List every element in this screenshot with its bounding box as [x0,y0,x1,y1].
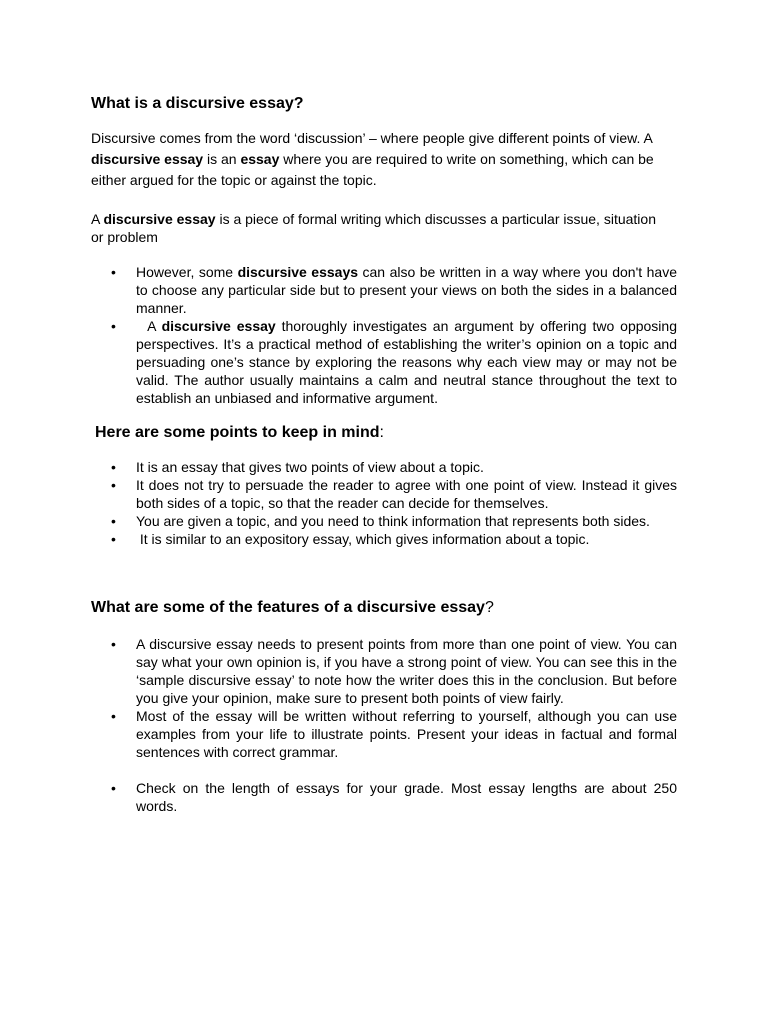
definition-paragraph [91,210,661,246]
list-item [111,458,677,476]
list-item [111,317,677,407]
bullet2-bold: discursive essay [161,318,276,334]
list-item [111,530,677,548]
list-item [111,476,677,512]
definition-bold-discursive-essay: discursive essay [103,211,216,227]
intro-paragraph [91,128,666,191]
bullet-icon: • [111,708,116,724]
feature-text: A discursive essay needs to present points from more than one point of view. You can say what your own opinion is, if you have a strong point of view. You can see this in the ‘sample discursive essay’ to note how the writer does this in the conclusion. But before you give your opinion, make sure to present both points of view fairly. [136,636,677,706]
bullet1-bold: discursive essays [237,264,359,280]
section2-bullet-list [111,458,677,548]
point-text: It is an essay that gives two points of view about a topic. [136,459,484,475]
list-item [111,263,677,317]
list-spacer [111,761,677,779]
list-item [111,512,677,530]
list-item [111,707,677,761]
section3-bullet-list [111,635,677,815]
heading-features-text: What are some of the features of a discursive essay [91,599,485,616]
heading-features-question-mark: ? [484,599,494,616]
bullet-icon: • [111,477,116,493]
bullet-icon: • [111,636,116,652]
bullet-icon: • [111,531,116,547]
intro-bold-discursive-essay: discursive essay [91,151,204,167]
bullet2-text-c: thoroughly investigates an argument by offering two opposing perspectives. It’s a practical method of establishing the writer’s opinion on a topic and persuading one’s stance by exploring the reasons why each view may or may not be valid. The author usually maintains a calm and neutral stance throughout the text to establish an unbiased and informative argument. [136,318,677,406]
bullet-icon: • [111,318,116,334]
bullet2-text-a: A [136,318,162,334]
intro-bold-essay: essay [240,151,280,167]
heading-what-is-discursive-essay: What is a discursive essay? [91,95,304,112]
bullet-icon: • [111,780,116,796]
heading-points-colon: : [379,424,384,441]
point-text: It does not try to persuade the reader to agree with one point of view. Instead it gives both sides of a topic, so that the reader can decide for themselves. [136,477,677,511]
point-text: You are given a topic, and you need to think information that represents both sides. [136,513,650,529]
point-text: It is similar to an expository essay, which gives information about a topic. [136,531,590,547]
bullet-icon: • [111,459,116,475]
heading-points-to-keep-in-mind [95,423,384,443]
intro-text-c: is an [203,151,241,167]
section1-bullet-list [111,263,677,407]
heading-points-text: Here are some points to keep in mind [95,424,380,441]
definition-text-a: A [91,211,104,227]
intro-text-a: Discursive comes from the word ‘discussion’ – where people give different points of view. A [91,130,653,146]
intro-text-e: where you are required to write on something, which can be either argued for the topic or against the topic. [91,151,654,188]
bullet-icon: • [111,264,116,280]
feature-text: Most of the essay will be written without referring to yourself, although you can use examples from your life to illustrate points. Present your ideas in factual and formal sentences with correct grammar. [136,708,677,760]
bullet1-text-a: However, some [136,264,238,280]
bullet1-text-c: can also be written in a way where you don't have to choose any particular side but to present your views on both the sides in a balanced manner. [136,264,677,316]
list-item [111,779,677,815]
feature-text: Check on the length of essays for your grade. Most essay lengths are about 250 words. [136,780,677,814]
bullet-icon: • [111,513,116,529]
definition-text-c: is a piece of formal writing which discusses a particular issue, situation or problem [91,211,656,245]
heading-features-of-discursive-essay [91,598,494,618]
list-item [111,635,677,707]
